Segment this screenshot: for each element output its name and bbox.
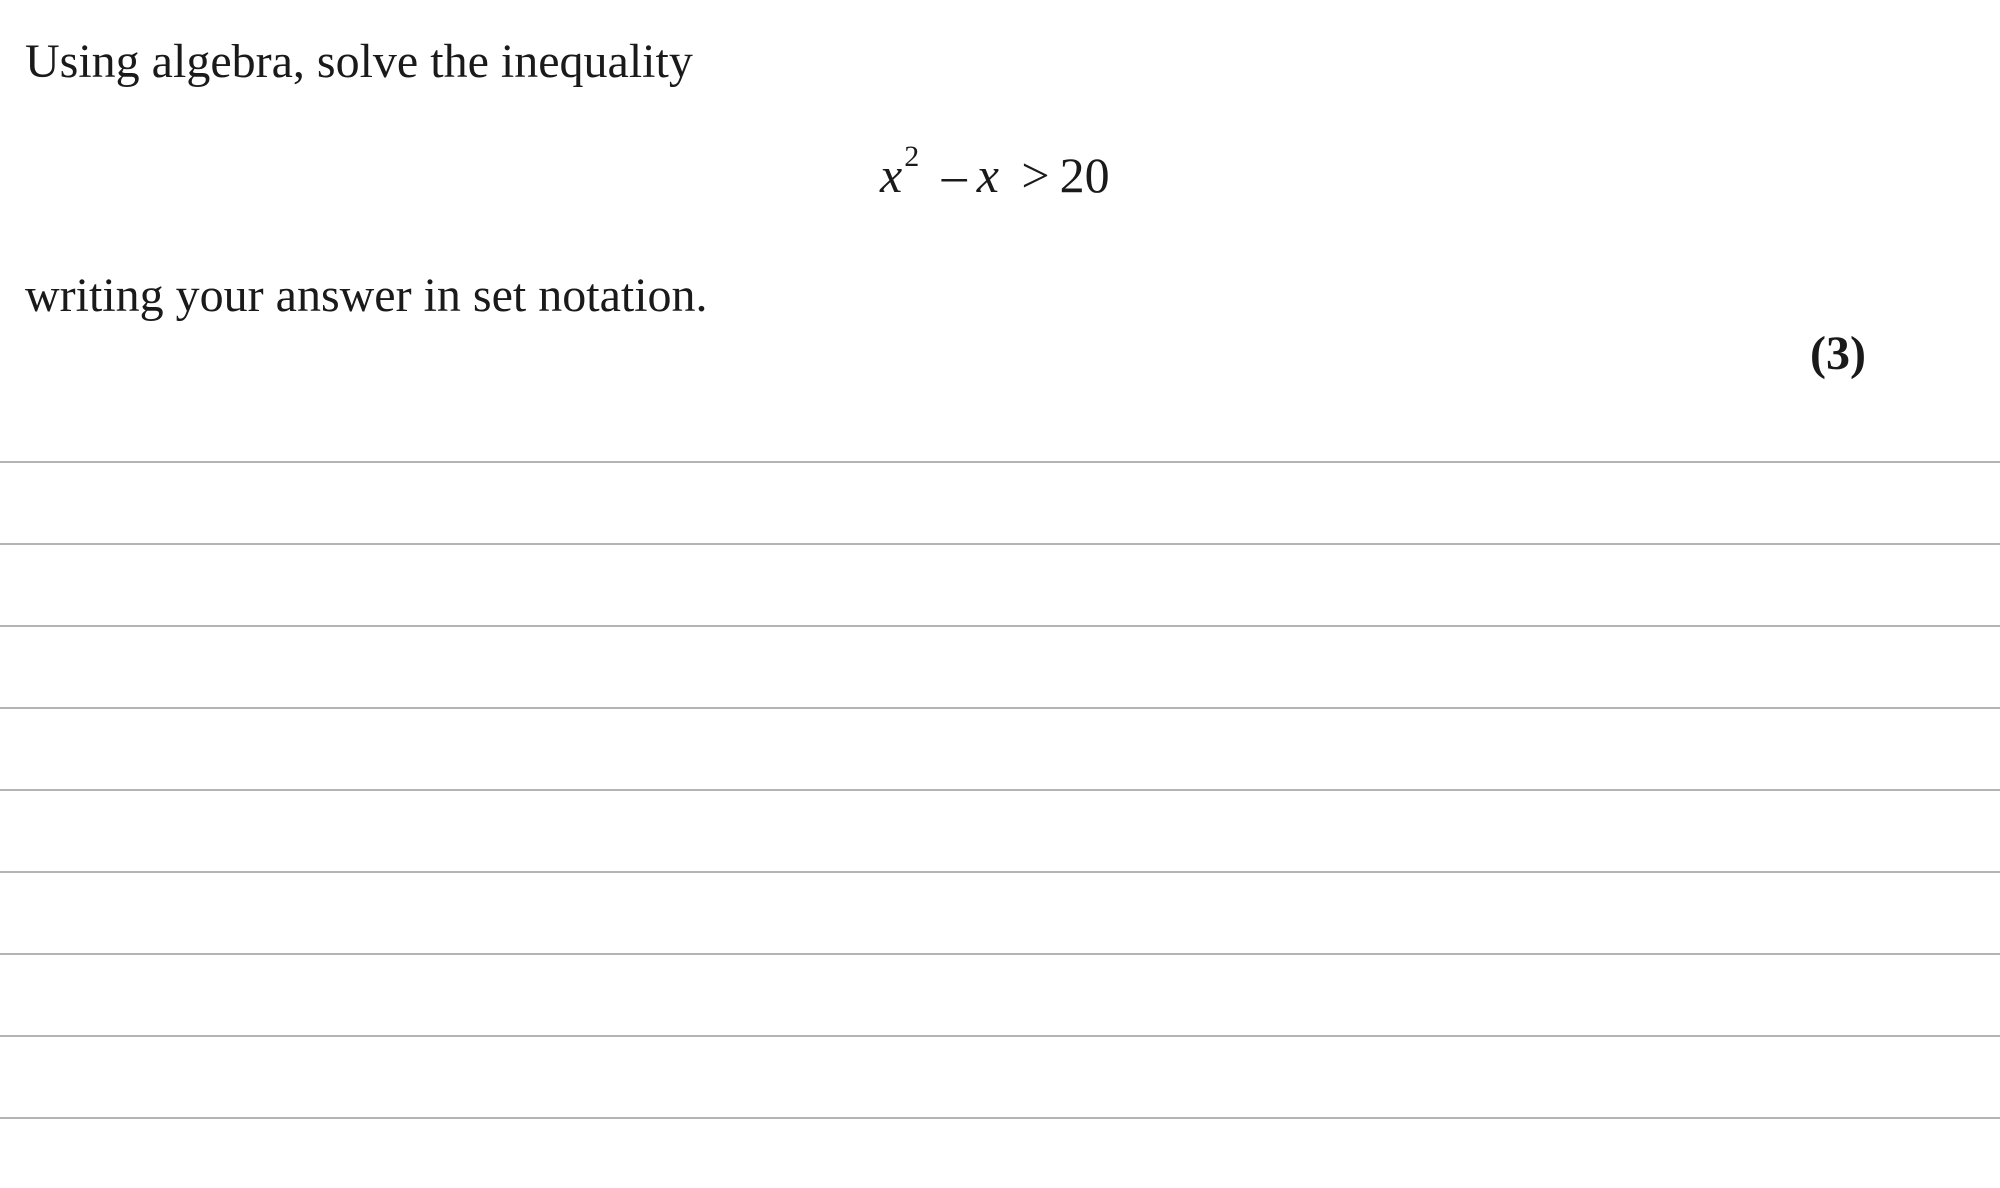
answer-line [0, 789, 2000, 791]
equation-relation: > [1021, 147, 1050, 203]
answer-line [0, 1117, 2000, 1119]
answer-line [0, 871, 2000, 873]
question-instruction: writing your answer in set notation. [25, 269, 708, 322]
answer-line [0, 625, 2000, 627]
equation-variable-x: x [880, 147, 903, 203]
question-intro: Using algebra, solve the inequality [25, 35, 693, 88]
marks-label: (3) [1810, 327, 1866, 380]
equation-rhs: 20 [1059, 147, 1110, 203]
equation-minus: – [941, 147, 967, 203]
answer-line [0, 461, 2000, 463]
answer-line [0, 953, 2000, 955]
answer-line [0, 707, 2000, 709]
equation-variable-x-second: x [976, 147, 999, 203]
equation-exponent: 2 [904, 140, 920, 173]
answer-line [0, 543, 2000, 545]
answer-line [0, 1035, 2000, 1037]
